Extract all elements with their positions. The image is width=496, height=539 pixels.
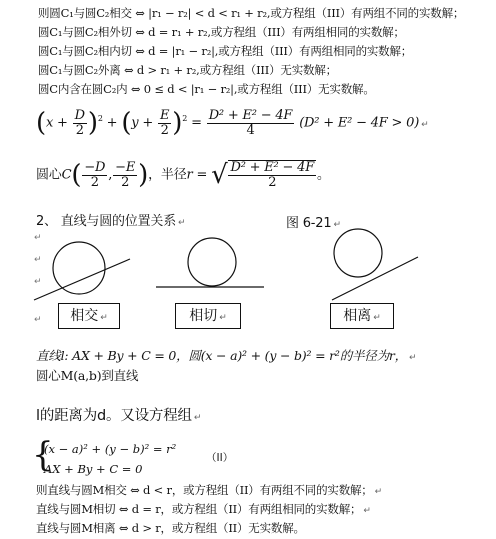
distance-line-text: l的距离为d。又设方程组 — [36, 408, 192, 424]
rhs-denominator: 4 — [246, 122, 255, 138]
center-symbol: C — [61, 167, 72, 183]
radius-num: D² + E² − 4F — [230, 160, 315, 176]
statement-separate: 圆C₁与圆C₂外离 ⇔ d > r₁ + r₂,或方程组（III）无实数解； — [38, 63, 337, 77]
line-equation-1-text: 直线l: AX + By + C = 0，圆(x − a)² + (y − b)² = r²的半径为r， — [36, 348, 407, 363]
statement-external-tangent: 圆C₁与圆C₂相外切 ⇔ d = r₁ + r₂,或方程组（III）有两组相同的实数解； — [38, 25, 405, 39]
system-eq-1-text: (x − a)² + (y − b)² = r² — [44, 442, 177, 456]
circle-tangent — [188, 238, 236, 286]
frac-den: 2 — [75, 122, 84, 138]
svg-text:↵: ↵ — [34, 315, 42, 325]
bottom-separate-text: 直线与圆M相离 ⇔ d > r，或方程组（II）无实数解。 — [36, 521, 305, 535]
center-y-num: −E — [115, 159, 136, 175]
circle-separate — [334, 229, 382, 277]
section-title: 2、 直线与圆的位置关系 ↵ — [36, 214, 186, 229]
bottom-separate — [36, 520, 305, 536]
center-x-num: −D — [84, 159, 106, 175]
bottom-intersect: 则直线与圆M相交 ⇔ d < r，或方程组（II）有两组不同的实数解； ↵ — [36, 483, 382, 497]
center-y-den: 2 — [121, 174, 130, 190]
section-title-text: 2、 直线与圆的位置关系 — [36, 214, 177, 229]
bottom-tangent-text: 直线与圆M相切 ⇔ d = r，或方程组（II）有两组相同的实数解； — [36, 502, 362, 516]
radius-den: 2 — [268, 175, 277, 190]
frac-den-2: 2 — [160, 122, 169, 138]
rhs-numerator: D² + E² − 4F — [208, 107, 293, 123]
bottom-intersect-text: 则直线与圆M相交 ⇔ d < r，或方程组（II）有两组不同的实数解； — [36, 483, 373, 497]
frac-num-d: D — [74, 107, 85, 123]
system-tag-text: （II） — [206, 452, 234, 464]
system-eq-2-text: AX + By + C = 0 — [44, 462, 143, 476]
distance-line: l的距离为d。又设方程组 ↵ — [36, 408, 202, 424]
label-tangent: 相切 — [189, 308, 218, 324]
line-equation-2-text: 圆心M(a,b)到直线 — [36, 368, 139, 383]
period: 。 — [317, 167, 330, 183]
figure-label-text: 图 6-21 — [286, 216, 332, 231]
circle-general-equation: (x + $\frac{D}{2}$ )$^2$ + (y + $\frac{E}{2}$ )$^2$ = $\frac{\text{D² + E² − 4F}}{4}$ (D² + E² − 4F > 0) ↵ — [36, 107, 429, 138]
system-tag — [206, 450, 233, 465]
center-label: 圆心 — [36, 167, 62, 183]
positivity-condition: (D² + E² − 4F > 0) — [299, 115, 420, 131]
center-radius-line: 圆心C( $\frac{-D}{2}$ , $\frac{-E}{2}$ )，半径r = √ $\frac{\text{D² + E² − 4F}}{2}$ 。 — [36, 159, 330, 190]
plus-sign: + — [106, 115, 118, 131]
line-separate — [332, 257, 418, 300]
bottom-tangent: 直线与圆M相切 ⇔ d = r，或方程组（II）有两组相同的实数解； ↵ — [36, 502, 371, 516]
frac-num-e: E — [159, 107, 170, 123]
statement-intersect: 则圆C₁与圆C₂相交 ⇔ |r₁ − r₂| < d < r₁ + r₂,或方程组（III）有两组不同的实数解； — [38, 6, 465, 20]
svg-text:↵: ↵ — [34, 255, 42, 265]
radius-eq: r = — [186, 167, 208, 183]
sqrt-icon: √ — [211, 160, 228, 190]
label-box-separate: 相离 ↵ — [330, 303, 394, 329]
label-intersect: 相交 — [70, 308, 99, 324]
system-brace: { — [32, 435, 54, 475]
equals-sign: = — [191, 115, 202, 131]
center-x-den: 2 — [90, 174, 99, 190]
line-equation-1: 直线l: AX + By + C = 0，圆(x − a)² + (y − b)² = r²的半径为r， ↵ — [36, 348, 417, 363]
statement-internal-tangent: 圆C₁与圆C₂相内切 ⇔ d = |r₁ − r₂|,或方程组（III）有两组相同的实数解； — [38, 44, 413, 58]
eq-x-term: x + — [45, 115, 68, 131]
line-equation-2 — [36, 366, 138, 384]
system-eq-2 — [44, 462, 142, 476]
radius-label: ，半径 — [148, 167, 187, 183]
label-separate: 相离 — [343, 308, 372, 324]
svg-text:↵: ↵ — [34, 277, 42, 287]
circle-intersect — [53, 242, 105, 294]
label-box-tangent: 相切 ↵ — [175, 303, 241, 329]
statement-contained: 圆C内含在圆C₂内 ⇔ 0 ≤ d < |r₁ − r₂|,或方程组（III）无实数解。 — [38, 82, 375, 96]
svg-text:↵: ↵ — [34, 233, 42, 243]
figure-label: 图 6-21 ↵ — [286, 216, 341, 231]
eq-y-term: y + — [131, 115, 154, 131]
label-box-intersect: 相交 ↵ — [58, 303, 120, 329]
system-eq-1 — [44, 442, 176, 456]
